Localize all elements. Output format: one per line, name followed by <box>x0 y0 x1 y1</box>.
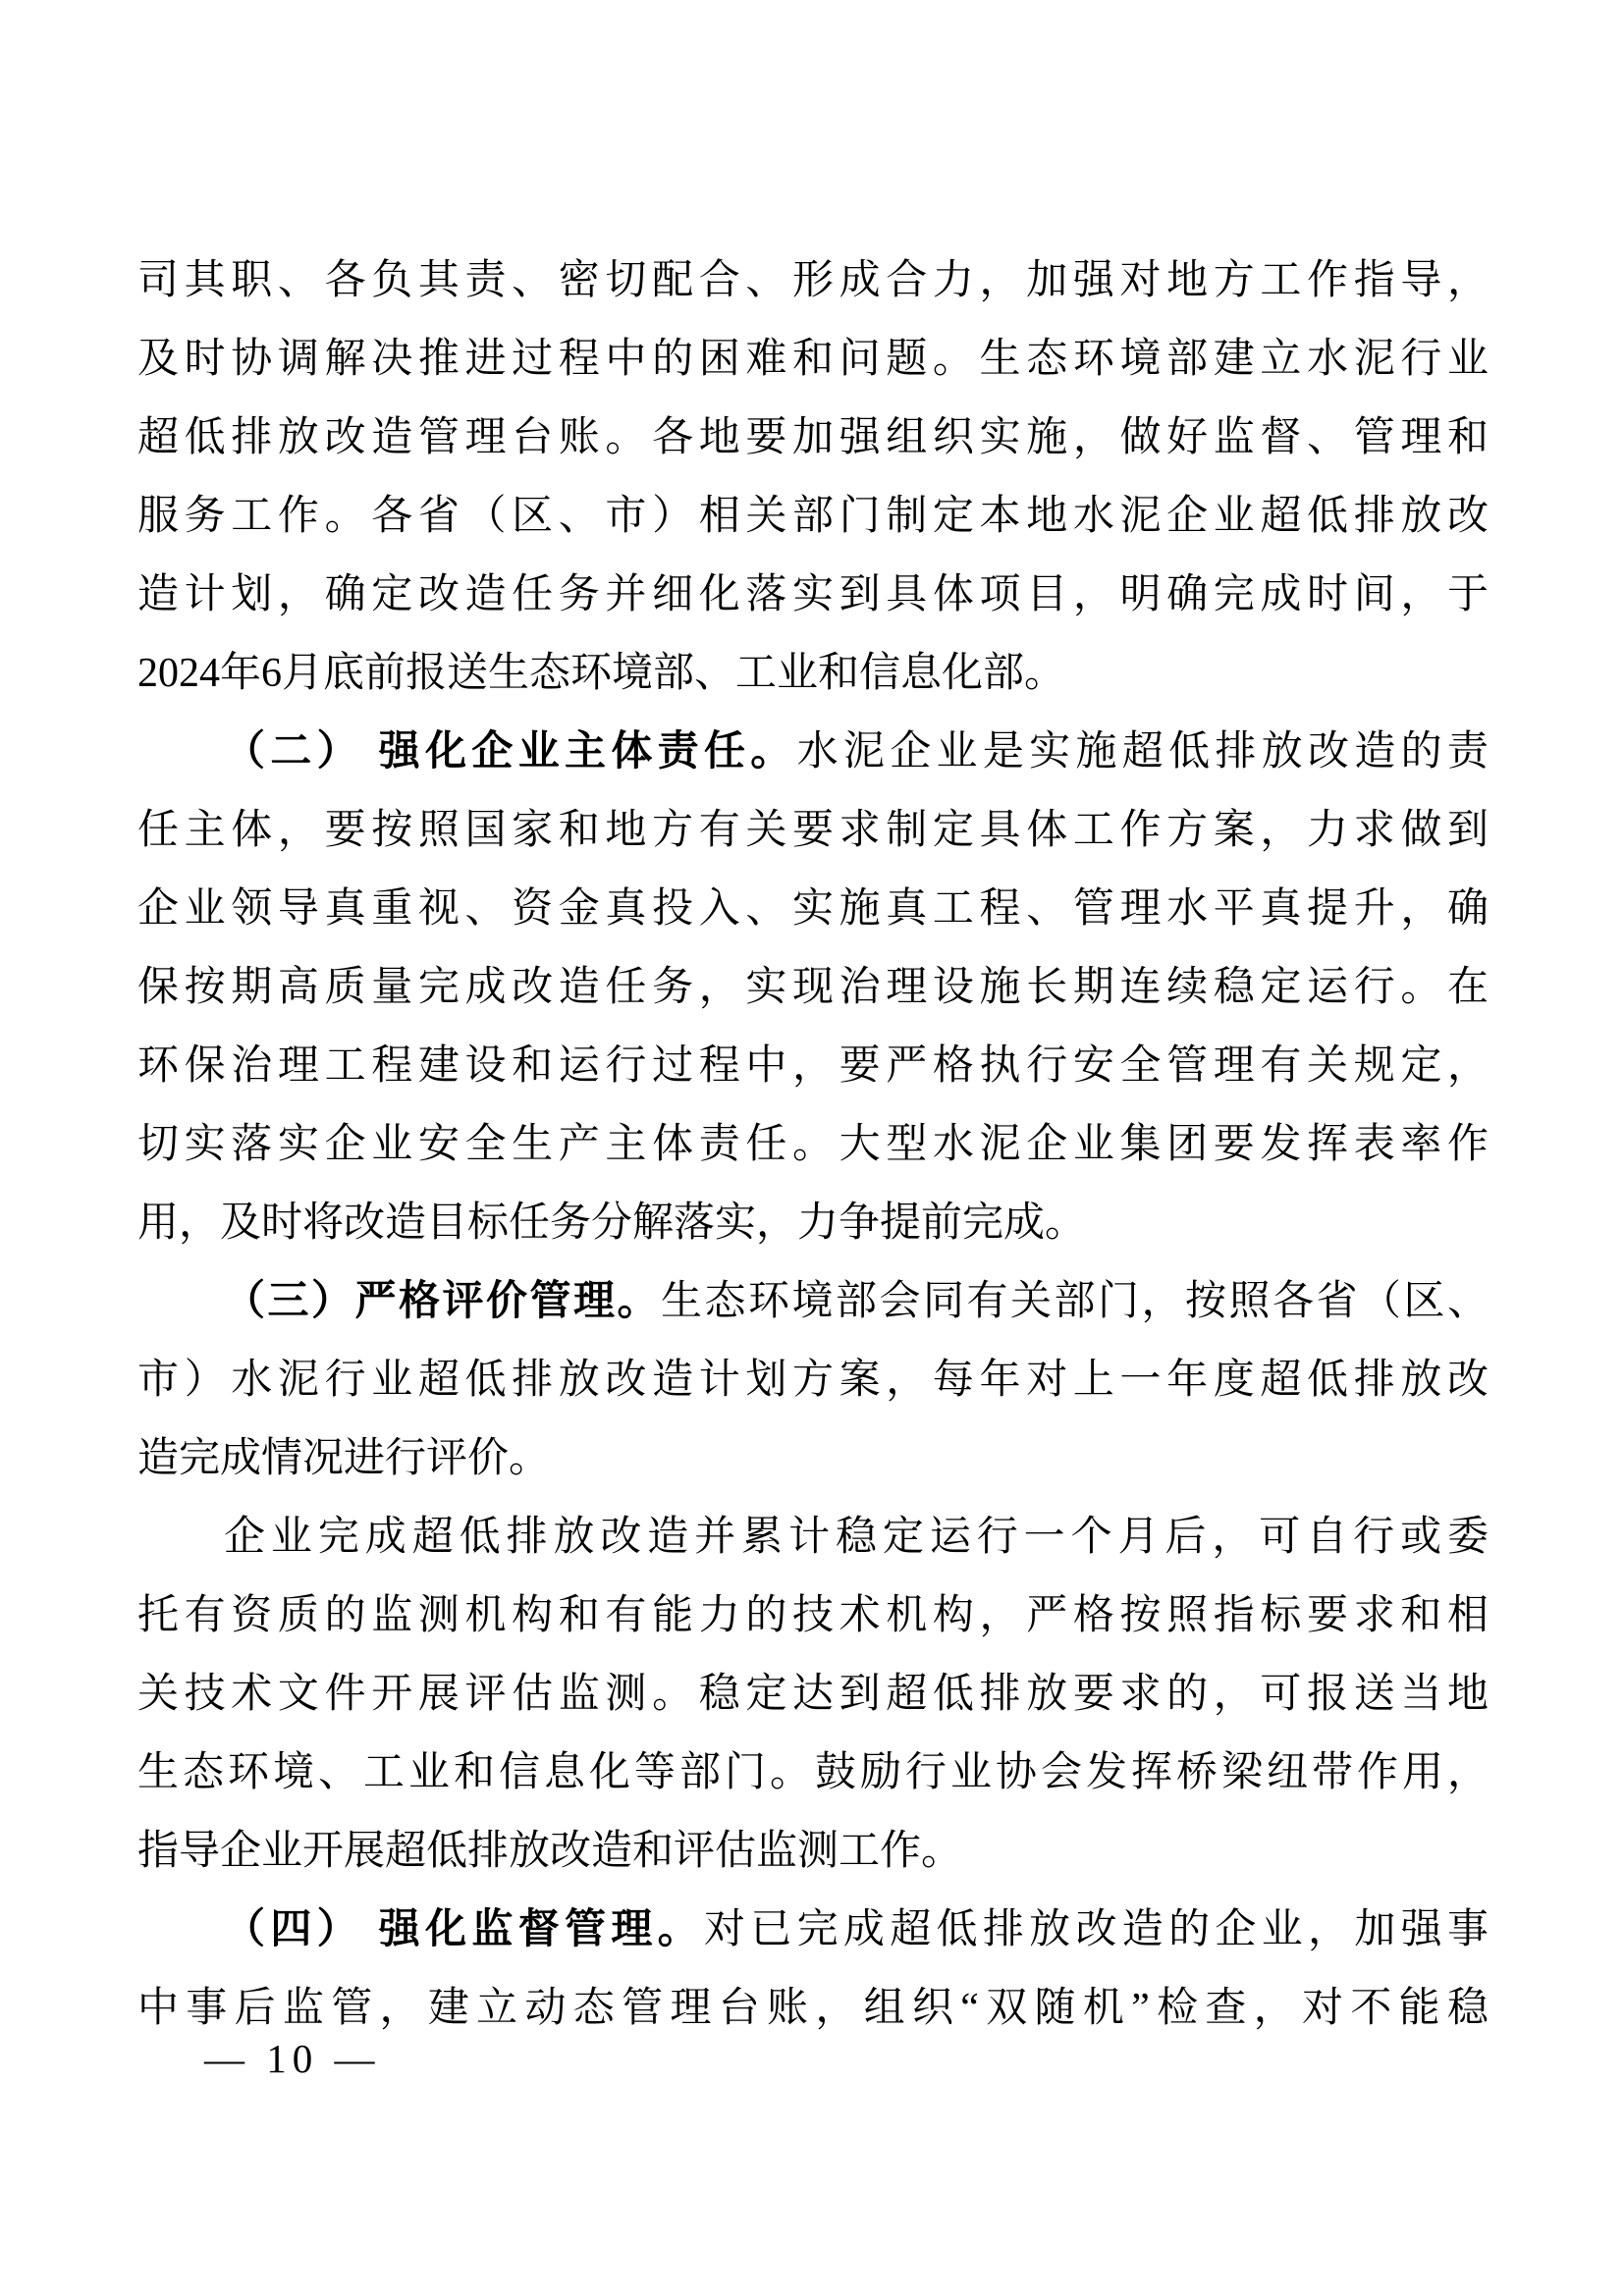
text-line <box>137 1027 1489 1105</box>
line-text: 托有资质的监测机构和有能力的技术机构，严格按照指标要求和相 <box>137 1593 1489 1638</box>
section-heading-bold: （四） 强化监督管理。 <box>224 1907 704 1952</box>
line-text: 造计划，确定改造任务并细化落实到具体项目，明确完成时间，于 <box>137 572 1489 617</box>
line-text: 及时协调解决推进过程中的困难和问题。生态环境部建立水泥行业 <box>137 337 1489 382</box>
line-text: 企业领导真重视、资金真投入、实施真工程、管理水平真提升，确 <box>137 886 1489 932</box>
text-line <box>137 477 1489 556</box>
line-text: 生态环境部会同有关部门，按照各省（区、 <box>661 1279 1489 1324</box>
line-text: 造完成情况进行评价。 <box>137 1436 551 1481</box>
text-line <box>137 1812 1489 1891</box>
text-line <box>137 870 1489 948</box>
section-heading-bold: （二） 强化企业主体责任。 <box>224 729 797 774</box>
text-line <box>137 399 1489 477</box>
text-line-section-heading <box>137 1262 1489 1341</box>
line-text: 超低排放改造管理台账。各地要加强组织实施，做好监督、管理和 <box>137 415 1489 460</box>
line-text: 生态环境、工业和信息化等部门。鼓励行业协会发挥桥梁纽带作用， <box>137 1750 1489 1795</box>
text-line <box>137 1184 1489 1262</box>
document-body <box>137 241 1489 2048</box>
line-text: 司其职、各负其责、密切配合、形成合力，加强对地方工作指导， <box>137 258 1489 303</box>
text-line <box>137 241 1489 320</box>
text-line <box>137 948 1489 1027</box>
line-text: 中事后监管，建立动态管理台账，组织“双随机”检查，对不能稳 <box>137 1986 1489 2031</box>
page-number <box>204 2034 381 2083</box>
text-line <box>137 1734 1489 1812</box>
line-text: 保按期高质量完成改造任务，实现治理设施长期连续稳定运行。在 <box>137 965 1489 1010</box>
line-text: 企业完成超低排放改造并累计稳定运行一个月后，可自行或委 <box>224 1515 1489 1560</box>
text-line-section-heading <box>137 1891 1489 1969</box>
line-text: 任主体，要按照国家和地方有关要求制定具体工作方案，力求做到 <box>137 808 1489 853</box>
line-text: 对已完成超低排放改造的企业，加强事 <box>703 1907 1489 1952</box>
text-line <box>137 556 1489 634</box>
line-text: 指导企业开展超低排放改造和评估监测工作。 <box>137 1829 963 1874</box>
text-line <box>137 1419 1489 1498</box>
text-line <box>137 1498 1489 1576</box>
text-line <box>137 1105 1489 1184</box>
page-number-text: — 10 — <box>204 2036 381 2081</box>
text-line <box>137 791 1489 870</box>
line-text: 切实落实企业安全生产主体责任。大型水泥企业集团要发挥表率作 <box>137 1122 1489 1167</box>
text-line <box>137 1655 1489 1734</box>
text-line-section-heading <box>137 713 1489 791</box>
text-line <box>137 320 1489 399</box>
line-text: 环保治理工程建设和运行过程中，要严格执行安全管理有关规定， <box>137 1043 1489 1089</box>
text-line <box>137 634 1489 713</box>
text-line <box>137 1341 1489 1419</box>
text-line <box>137 1576 1489 1655</box>
line-text: 服务工作。各省（区、市）相关部门制定本地水泥企业超低排放改 <box>137 494 1489 539</box>
line-text: 关技术文件开展评估监测。稳定达到超低排放要求的，可报送当地 <box>137 1672 1489 1717</box>
line-text: 2024年6月底前报送生态环境部、工业和信息化部。 <box>137 651 1066 696</box>
section-heading-bold: （三）严格评价管理。 <box>224 1279 661 1324</box>
line-text: 水泥企业是实施超低排放改造的责 <box>796 729 1489 774</box>
line-text: 用，及时将改造目标任务分解落实，力争提前完成。 <box>137 1201 1087 1246</box>
line-text: 市）水泥行业超低排放改造计划方案，每年对上一年度超低排放改 <box>137 1358 1489 1403</box>
